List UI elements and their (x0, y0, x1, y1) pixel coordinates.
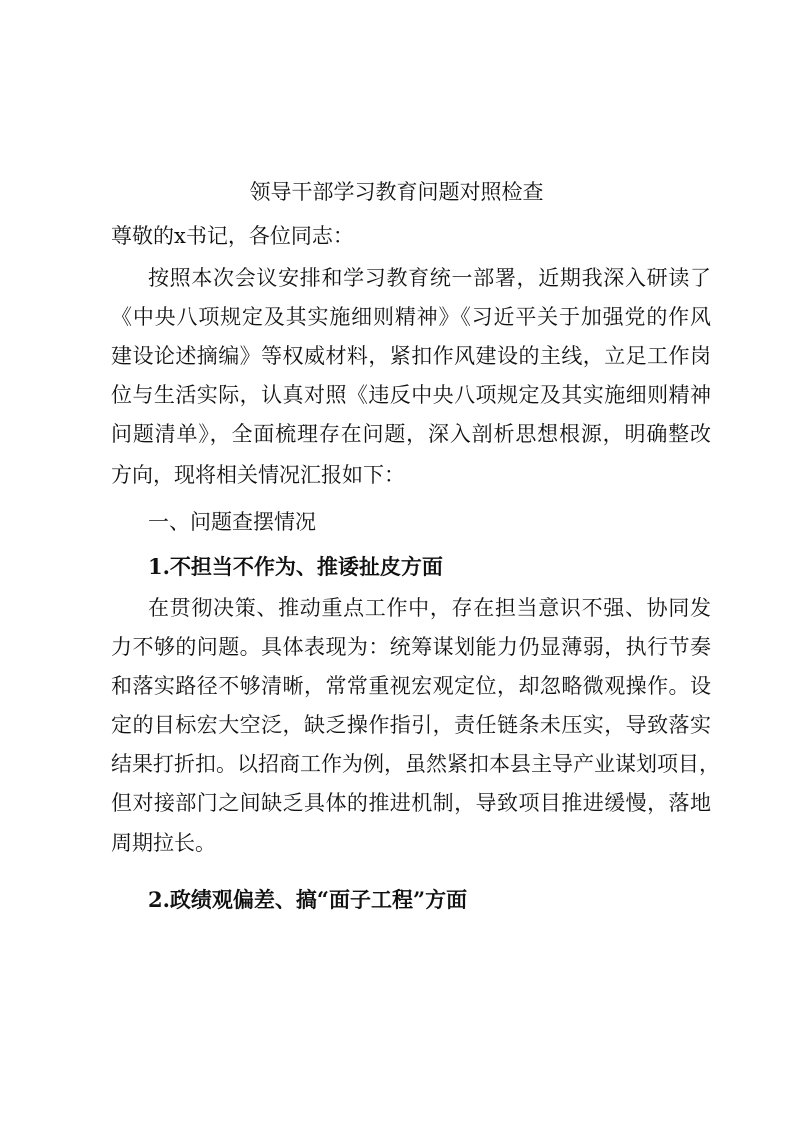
intro-line-3: 建设论述摘编》等权威材料，紧扣作风建设的主线，立足工作岗 (111, 344, 711, 368)
sub1-line-5: 结果打折扣。以招商工作为例，虽然紧扣本县主导产业谋划项目， (111, 752, 720, 776)
intro-line-6: 方向，现将相关情况汇报如下： (111, 463, 405, 487)
sub1-line-2: 力不够的问题。具体表现为：统筹谋划能力仍显薄弱，执行节奏 (111, 635, 711, 659)
sub1-line-6: 但对接部门之间缺乏具体的推进机制，导致项目推进缓慢，落地 (111, 791, 711, 815)
subsection-2-heading: 2.政绩观偏差、搞“面子工程”方面 (148, 887, 468, 912)
intro-line-5: 问题清单》，全面梳理存在问题，深入剖析思想根源，明确整改 (111, 422, 711, 446)
sub1-line-1: 在贯彻决策、推动重点工作中，存在担当意识不强、协同发 (148, 596, 711, 620)
sub1-line-3: 和落实路径不够清晰，常常重视宏观定位，却忽略微观操作。设 (111, 674, 711, 698)
intro-line-4: 位与生活实际，认真对照《违反中央八项规定及其实施细则精神 (111, 383, 711, 407)
intro-line-1: 按照本次会议安排和学习教育统一部署，近期我深入研读了 (148, 266, 711, 290)
section-heading: 一、问题查摆情况 (148, 510, 316, 534)
document-title: 领导干部学习教育问题对照检查 (249, 180, 544, 204)
subsection-1-heading: 1.不担当不作为、推诿扯皮方面 (148, 554, 443, 579)
sub1-line-4: 定的目标宏大空泛，缺乏操作指引，责任链条未压实，导致落实 (111, 713, 711, 737)
intro-line-2: 《中央八项规定及其实施细则精神》《习近平关于加强党的作风 (111, 305, 711, 329)
salutation: 尊敬的x书记，各位同志： (111, 224, 354, 248)
sub1-line-7: 周期拉长。 (111, 831, 216, 855)
